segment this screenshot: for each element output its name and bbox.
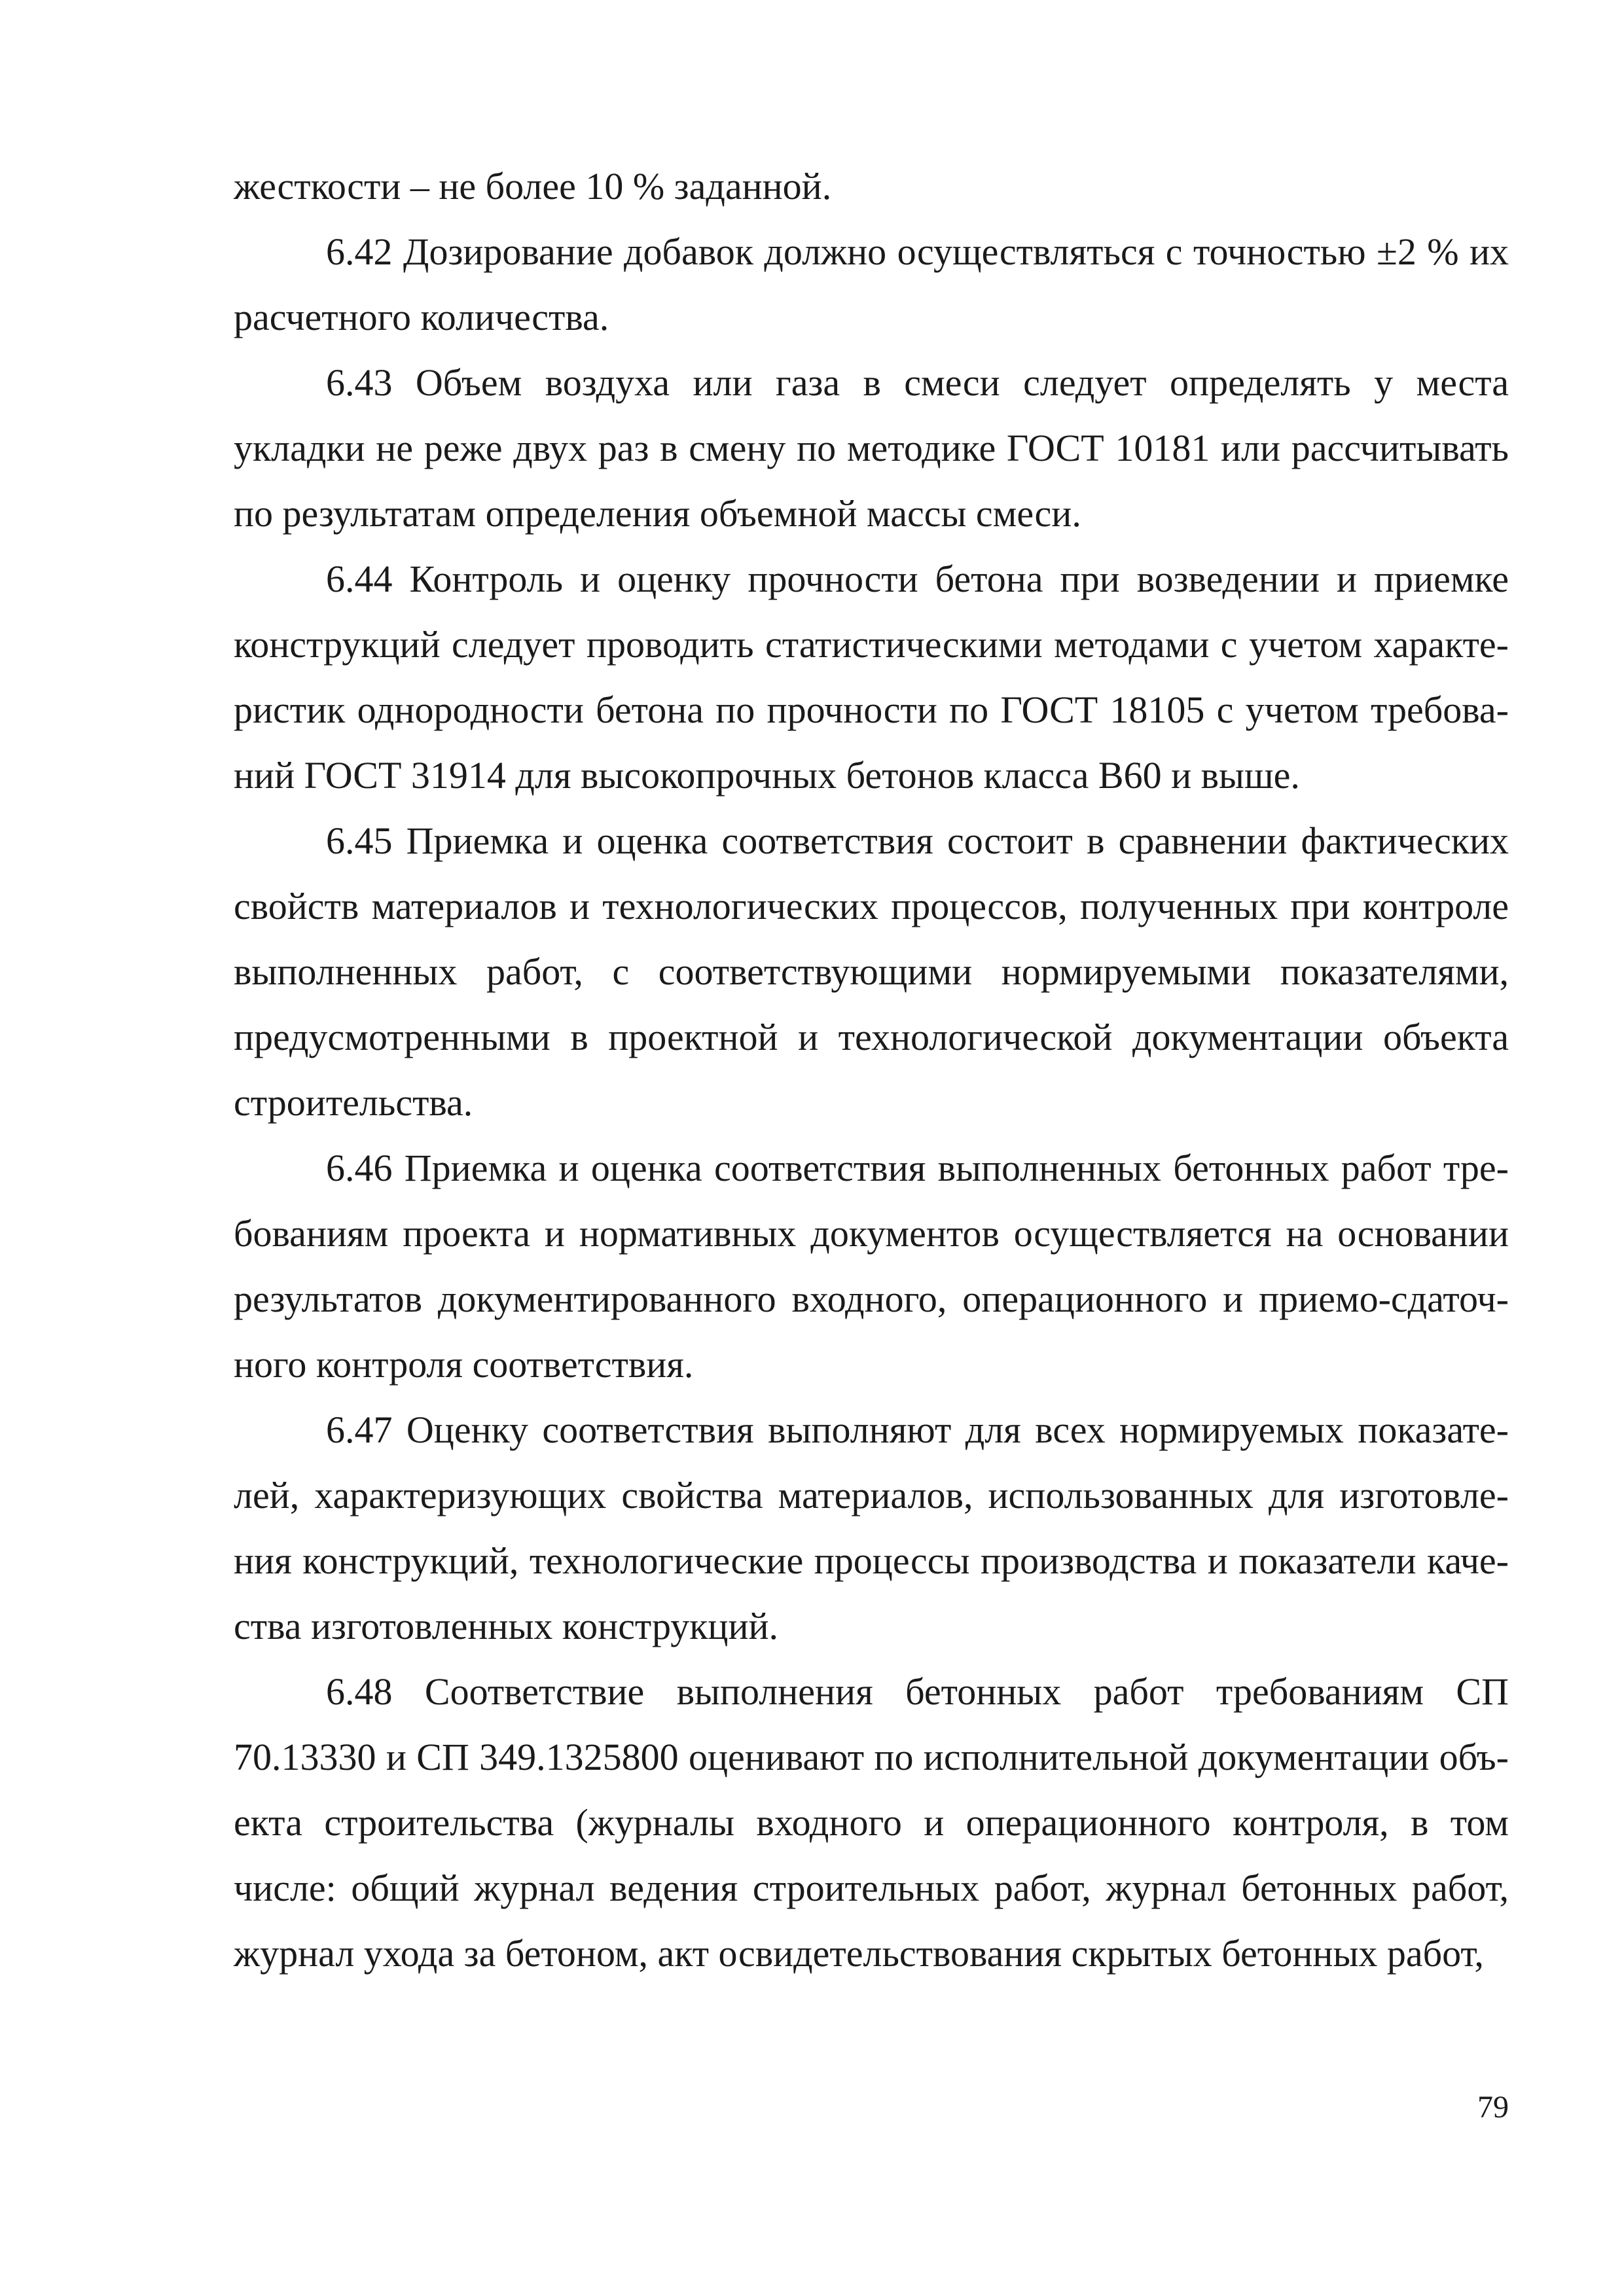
paragraph-6-45: 6.45 Приемка и оценка соответствия состоит в сравнении фактических свойств материалов и технологических процессов, полученных при контроле выполненных работ, с соответствующими нормируемыми показателями, предусмотренными в проектной и технологической документации объекта строительства. xyxy=(234,819,1509,1124)
document-body xyxy=(234,154,1509,1986)
paragraph-6-42: 6.42 Дозирование добавок должно осуществляться с точностью ±2 % их расчетного количества. xyxy=(234,230,1509,338)
paragraph-6-48: 6.48 Соответствие выполнения бетонных работ требованиям СП 70.13330 и СП 349.1325800 оценивают по исполнительной документации объекта строительства (журналы входного и операционного контроля, в том числе: общий журнал ведения строительных работ, журнал бетонных работ, журнал ухода за бетоном, акт освидетельствования скрытых бетонных работ, xyxy=(234,1670,1509,1975)
paragraph-6-44: 6.44 Контроль и оценку прочности бетона при возведении и приемке конструкций следует проводить статистическими методами с учетом характеристик однородности бетона по прочности по ГОСТ 18105 с учетом требований ГОСТ 31914 для высокопрочных бетонов класса В60 и выше. xyxy=(234,558,1509,797)
paragraph-6-47: 6.47 Оценку соответствия выполняют для всех нормируемых показателей, характеризующих свойства материалов, использованных для изготовления конструкций, технологические процессы производства и показатели качества изготовленных конструкций. xyxy=(234,1408,1509,1647)
page-number: 79 xyxy=(1477,2090,1509,2125)
paragraph-continuation: жесткости – не более 10 % заданной. xyxy=(234,165,832,207)
paragraph-6-46: 6.46 Приемка и оценка соответствия выполненных бетонных работ требованиям проекта и нормативных документов осуществляется на основании результатов документированного входного, операционного и приемо-сдаточного контроля соответствия. xyxy=(234,1147,1509,1386)
paragraph-6-43: 6.43 Объем воздуха или газа в смеси следует определять у места укладки не реже двух раз в смену по методике ГОСТ 10181 или рассчитывать по результатам определения объемной массы смеси. xyxy=(234,361,1509,535)
